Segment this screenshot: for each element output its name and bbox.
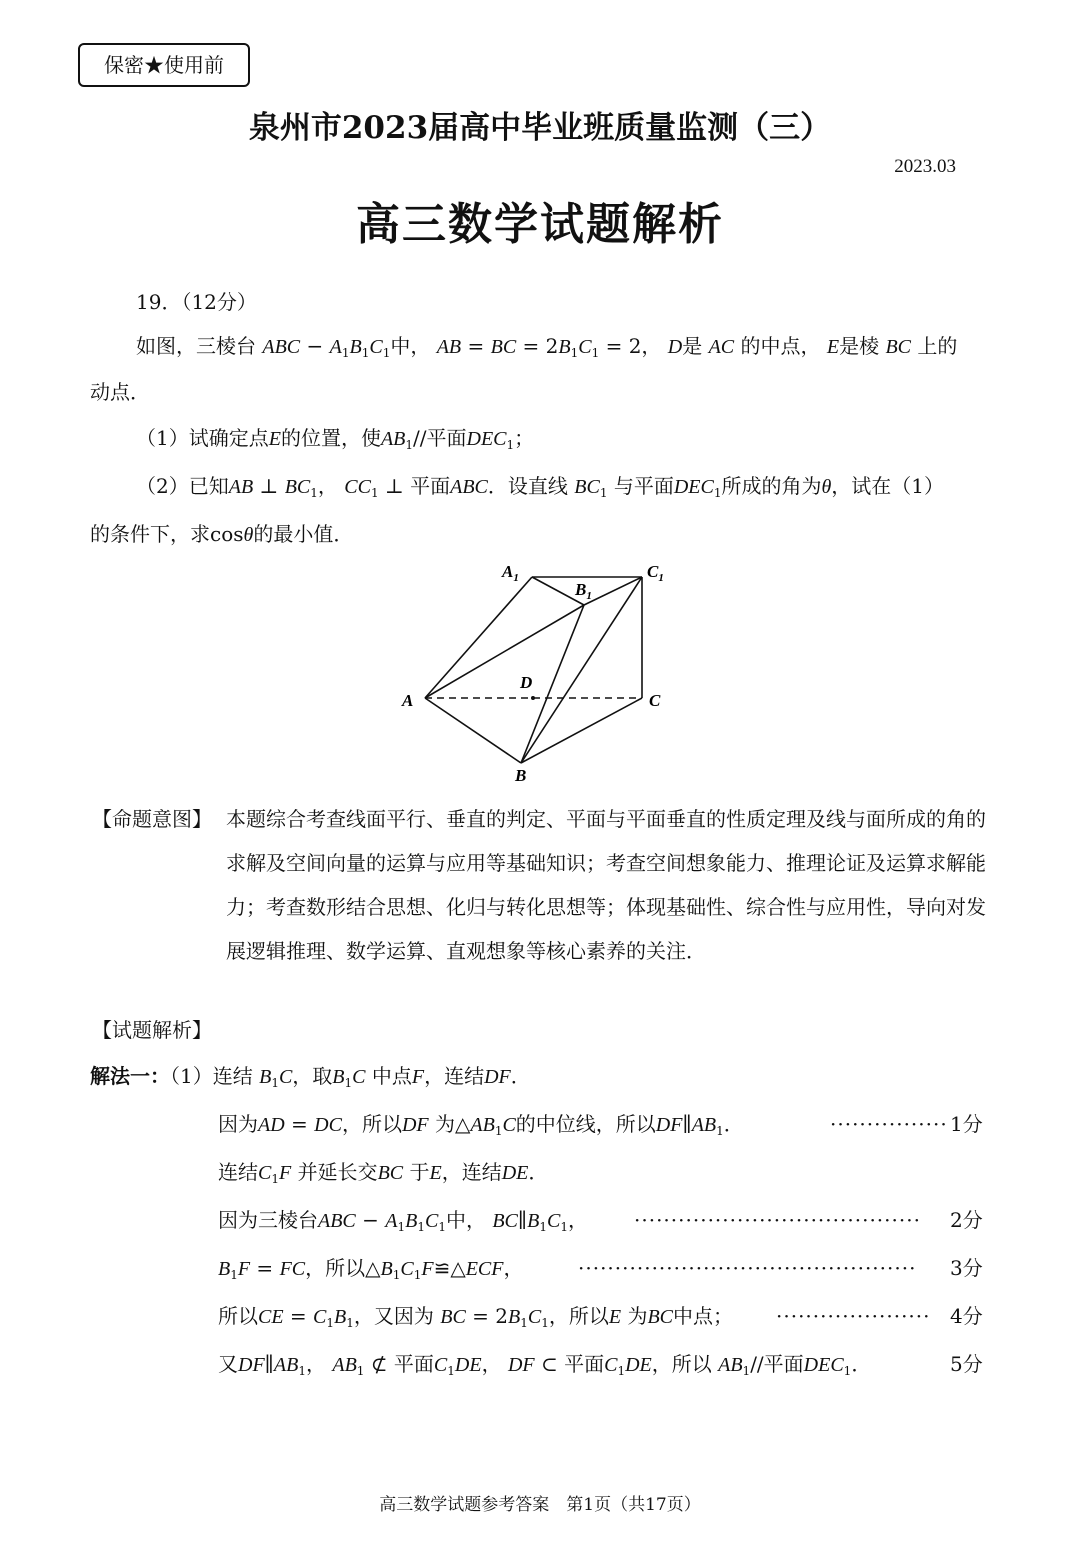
page-footer: 高三数学试题参考答案 第1页（共17页） <box>379 1495 701 1515</box>
score-3: 3分 <box>950 1256 983 1280</box>
solution-line-6: 所以CE = $C_1B_1$，又因为 BC = $2B_1C_1$，所以E 为BC中点； <box>218 1304 733 1330</box>
label-b1: $B_1$ <box>575 580 592 602</box>
solution-line-3: 连结$C_1F$ 并延长交BC 于E，连结DE． <box>218 1160 549 1186</box>
label-c1: $C_1$ <box>647 562 664 584</box>
exam-title: 泉州市2023届高中毕业班质量监测（三） <box>248 110 832 146</box>
score-leader-4: ····················· <box>776 1304 931 1328</box>
solution-line-4: 因为三棱台ABC − $A_1B_1C_1$中， $BC\parallel B_1C_1$， <box>218 1208 588 1234</box>
solution-line-7: 又$DF\parallel AB_1$， $AB_1$ ⊄ 平面$C_1DE$， DF ⊂ 平面$C_1DE$，所以 $AB_1//$平面$DEC_1$． <box>218 1352 872 1378</box>
edge-a-b <box>425 698 521 763</box>
problem-stem-line-1: 如图，三棱台 ABC − $A_1B_1C_1$中， AB = BC = $2B_1C_1 = 2$， D是 AC 的中点， E是棱 BC 上的 <box>136 334 958 360</box>
analysis-heading: 【试题解析】 <box>92 1018 212 1042</box>
label-a1: $A_1$ <box>502 562 519 584</box>
edge-a-a1 <box>425 577 532 698</box>
segment-b-c1 <box>521 577 642 763</box>
intent-heading: 【命题意图】 <box>92 807 212 831</box>
document-title: 高三数学试题解析 <box>356 199 724 250</box>
label-d: D <box>520 673 533 692</box>
label-a: A <box>402 691 414 710</box>
score-leader-3: ·············································· <box>578 1256 917 1280</box>
method-label: 解法一： <box>90 1064 170 1088</box>
question-2-line-2: 的条件下，求cosθ的最小值． <box>90 522 354 546</box>
solution-line-1: 解法一：（1）连结 $B_1C$，取$B_1C$ 中点F，连结DF． <box>90 1064 531 1090</box>
solution-line-2: 因为AD = DC，所以DF 为$\triangle AB_1C$的中位线，所以$DF\parallel AB_1$． <box>218 1112 744 1138</box>
label-c: C <box>649 691 661 710</box>
edge-b-c <box>521 698 642 763</box>
confidential-stamp: 保密★使用前 <box>78 43 250 87</box>
exam-date: 2023.03 <box>894 156 956 177</box>
score-5: 5分 <box>950 1352 983 1376</box>
solution-line-5: $B_1F$ = FC，所以$\triangle B_1C_1F≌\triangle ECF$， <box>218 1256 524 1282</box>
score-leader-2: ······································· <box>634 1208 921 1232</box>
question-2-line-1: （2）已知AB ⊥ $BC_1$， $CC_1$ ⊥ 平面ABC．设直线 $BC_1$ 与平面$DEC_1$所成的角为θ，试在（1） <box>136 474 945 500</box>
score-2: 2分 <box>950 1208 983 1232</box>
problem-number: 19．（12分） <box>136 290 257 314</box>
score-4: 4分 <box>950 1304 983 1328</box>
segment-a-b1 <box>425 605 584 698</box>
problem-stem-line-2: 动点． <box>90 380 150 404</box>
score-leader-1: ················ <box>830 1112 948 1136</box>
question-1: （1）试确定点E的位置，使$AB_1//$平面$DEC_1$； <box>136 426 535 452</box>
point-d <box>531 696 535 700</box>
intent-text: 本题综合考查线面平行、垂直的判定、平面与平面垂直的性质定理及线与面所成的角的求解及空间向量的运算与应用等基础知识；考查空间想象能力、推理论证及运算求解能力；考查数形结合思想、化归与转化思想等；体现基础性、综合性与应用性，导向对发展逻辑推理、数学运算、直观想象等核心素养的关注． <box>226 807 986 963</box>
label-b: B <box>515 766 527 785</box>
score-1: 1分 <box>950 1112 983 1136</box>
frustum-figure <box>390 555 690 790</box>
